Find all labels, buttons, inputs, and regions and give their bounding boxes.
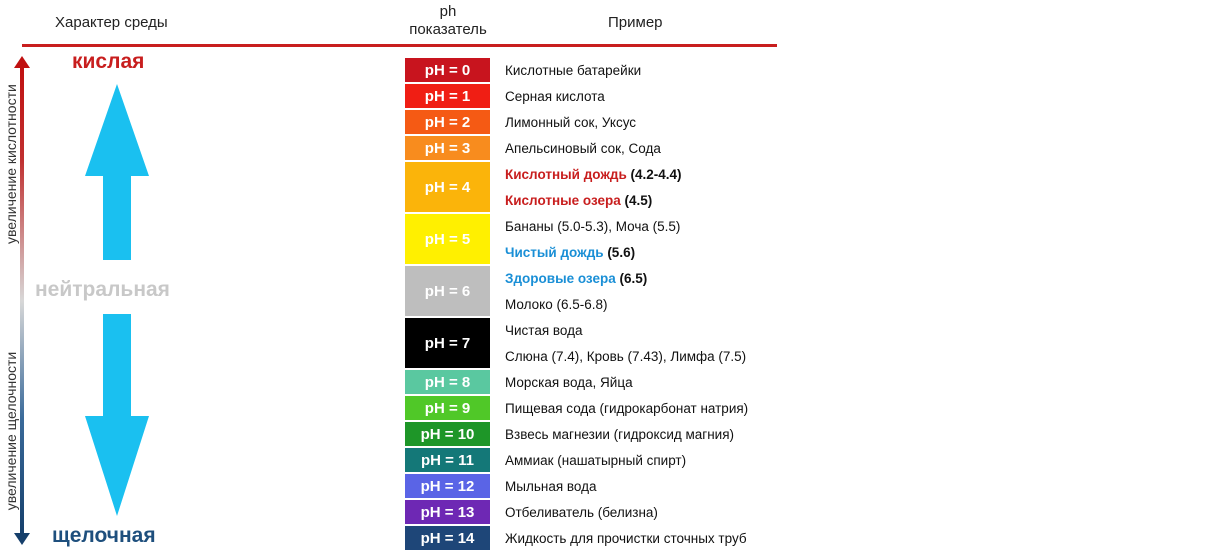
ph-cell <box>405 58 490 82</box>
ph-example: Чистая вода <box>505 323 583 338</box>
ph-value-label: pH = 4 <box>424 178 471 196</box>
ph-value-label: pH = 0 <box>424 61 471 79</box>
column-header-example: Пример <box>608 14 663 31</box>
ph-example: Кислотные озера (4.5) <box>505 193 653 208</box>
ph-example: Молоко (6.5-6.8) <box>505 297 608 312</box>
ph-example: Бананы (5.0-5.3), Моча (5.5) <box>505 219 681 234</box>
ph-cell <box>405 136 490 160</box>
alkaline-label: щелочная <box>52 524 156 547</box>
acid-label: кислая <box>72 50 145 73</box>
column-header-ph <box>395 3 501 39</box>
ph-cell <box>405 318 490 368</box>
neutral-label: нейтральная <box>35 278 170 301</box>
ph-cell <box>405 266 490 316</box>
column-header-ph-line1: ph <box>439 3 457 20</box>
ph-value-label: pH = 5 <box>424 230 471 248</box>
ph-value-label: pH = 11 <box>421 451 474 469</box>
cyan-arrow-down-icon <box>85 314 149 516</box>
ph-example: Пищевая сода (гидрокарбонат натрия) <box>505 401 749 416</box>
column-header-character: Характер среды <box>55 14 168 31</box>
ph-cell <box>405 84 490 108</box>
ph-example: Здоровые озера (6.5) <box>505 271 648 286</box>
ph-value-label: pH = 8 <box>424 373 471 391</box>
ph-value-label: pH = 3 <box>424 139 471 157</box>
ph-cell <box>405 396 490 420</box>
ph-cell <box>405 214 490 264</box>
ph-example: Аммиак (нашатырный спирт) <box>505 453 687 468</box>
ph-example: Серная кислота <box>505 89 605 104</box>
ph-value-label: pH = 2 <box>424 113 471 131</box>
ph-cell <box>405 526 490 550</box>
ph-value-label: pH = 10 <box>420 425 475 443</box>
cyan-arrow-up-icon <box>85 84 149 260</box>
ph-value-label: pH = 9 <box>424 399 471 417</box>
ph-example: Морская вода, Яйца <box>505 375 633 390</box>
ph-example: Чистый дождь (5.6) <box>505 245 636 260</box>
ph-example: Слюна (7.4), Кровь (7.43), Лимфа (7.5) <box>505 349 747 364</box>
ph-cell <box>405 448 490 472</box>
ph-cell <box>405 162 490 212</box>
ph-value-label: pH = 1 <box>424 87 471 105</box>
column-header-ph-line2: показатель <box>409 21 487 38</box>
ph-example: Кислотный дождь (4.2-4.4) <box>505 167 682 182</box>
ph-example: Мыльная вода <box>505 479 597 494</box>
ph-example: Кислотные батарейки <box>505 63 642 78</box>
ph-value-label: pH = 6 <box>424 282 471 300</box>
ph-example: Апельсиновый сок, Сода <box>505 141 661 156</box>
ph-example: Отбеливатель (белизна) <box>505 505 658 520</box>
acidity-increase-label: увеличение кислотности <box>3 84 19 244</box>
ph-example: Жидкость для прочистки сточных труб <box>505 531 747 546</box>
ph-cell <box>405 370 490 394</box>
scale-arrow-down-icon <box>14 533 30 545</box>
ph-example: Взвесь магнезии (гидроксид магния) <box>505 427 735 442</box>
ph-cell <box>405 110 490 134</box>
ph-value-label: pH = 13 <box>420 503 475 521</box>
alkalinity-increase-label: увеличение щелочности <box>3 351 19 511</box>
ph-cell <box>405 500 490 524</box>
ph-value-label: pH = 12 <box>420 477 475 495</box>
header-divider <box>22 44 777 47</box>
ph-value-label: pH = 7 <box>424 334 471 352</box>
ph-value-label: pH = 14 <box>420 529 475 547</box>
ph-cell <box>405 422 490 446</box>
ph-cell <box>405 474 490 498</box>
scale-arrow-up-icon <box>14 56 30 68</box>
ph-example: Лимонный сок, Уксус <box>505 115 637 130</box>
